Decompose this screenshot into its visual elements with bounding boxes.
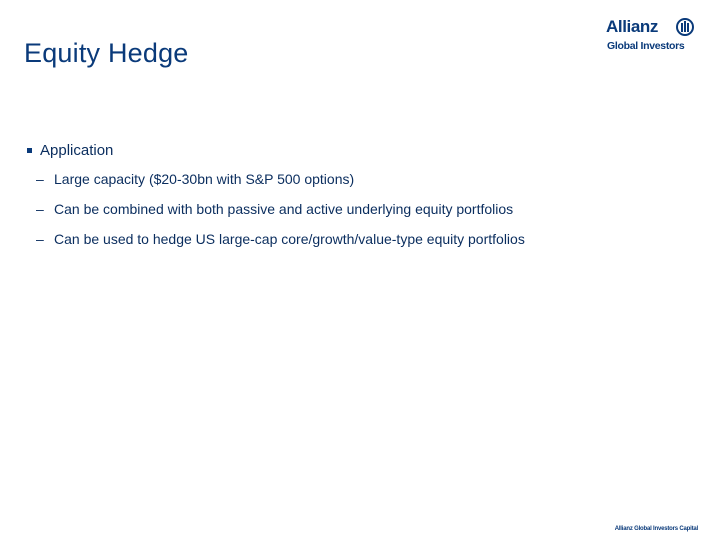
square-bullet-icon: [27, 148, 32, 153]
sub-bullet: [36, 231, 704, 251]
content-area: [24, 140, 704, 261]
dash-bullet-icon: –: [36, 201, 44, 217]
sub-bullet-text: Can be used to hedge US large-cap core/growth/value-type equity portfolios: [54, 231, 525, 247]
logo-wordmark: Allianz: [606, 17, 658, 36]
sub-bullet: [36, 171, 704, 191]
allianz-eagle-icon: [676, 18, 694, 36]
slide-title: Equity Hedge: [24, 38, 189, 68]
logo-subline: Global Investors: [607, 40, 685, 52]
sub-bullet: [36, 201, 704, 221]
sub-bullet-text: Can be combined with both passive and active underlying equity portfolios: [54, 201, 514, 217]
dash-bullet-icon: –: [36, 171, 44, 187]
bullet-application: [24, 140, 704, 160]
footer-brand: Allianz Global Investors Capital: [614, 526, 698, 532]
allianz-logo: [606, 17, 698, 55]
bullet-heading: Application: [40, 141, 114, 159]
sub-bullet-text: Large capacity ($20-30bn with S&P 500 options): [54, 171, 355, 187]
dash-bullet-icon: –: [36, 231, 44, 247]
